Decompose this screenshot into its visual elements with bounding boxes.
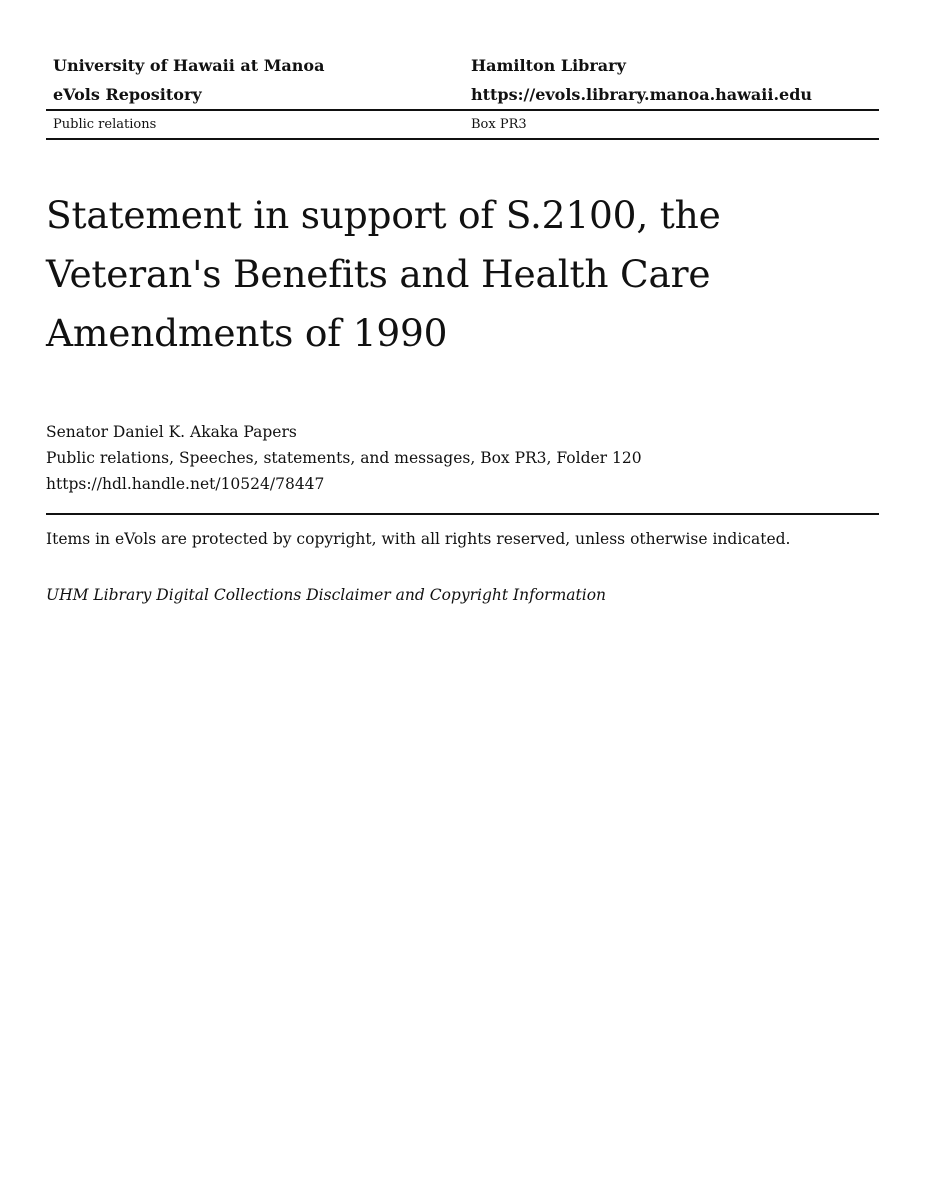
handle-url-link[interactable]: https://hdl.handle.net/10524/78447 — [46, 475, 325, 493]
library-name: Hamilton Library — [471, 56, 626, 75]
repository-url-link[interactable]: https://evols.library.manoa.hawaii.edu — [471, 84, 813, 104]
header-row-series — [46, 111, 879, 138]
disclaimer-link[interactable]: UHM Library Digital Collections Disclaimer and Copyright Information — [46, 586, 607, 604]
header-row-repository — [46, 79, 879, 109]
header-divider-bottom — [46, 138, 879, 140]
cover-header — [46, 52, 879, 140]
document-metadata — [46, 419, 879, 497]
copyright-notice: Items in eVols are protected by copyright, with all rights reserved, unless otherwise indicated. — [46, 530, 791, 548]
collection-series: Public relations — [53, 117, 157, 132]
header-row-institution — [46, 52, 879, 79]
folder-location: Public relations, Speeches, statements, and messages, Box PR3, Folder 120 — [46, 449, 642, 467]
repository-name: eVols Repository — [53, 84, 202, 104]
collection-name: Senator Daniel K. Akaka Papers — [46, 423, 297, 441]
section-divider — [46, 513, 879, 515]
institution-name: University of Hawaii at Manoa — [53, 56, 325, 75]
document-title: Statement in support of S.2100, the Veteran's Benefits and Health Care Amendments of 1990 — [46, 193, 721, 355]
box-label: Box PR3 — [471, 117, 527, 132]
